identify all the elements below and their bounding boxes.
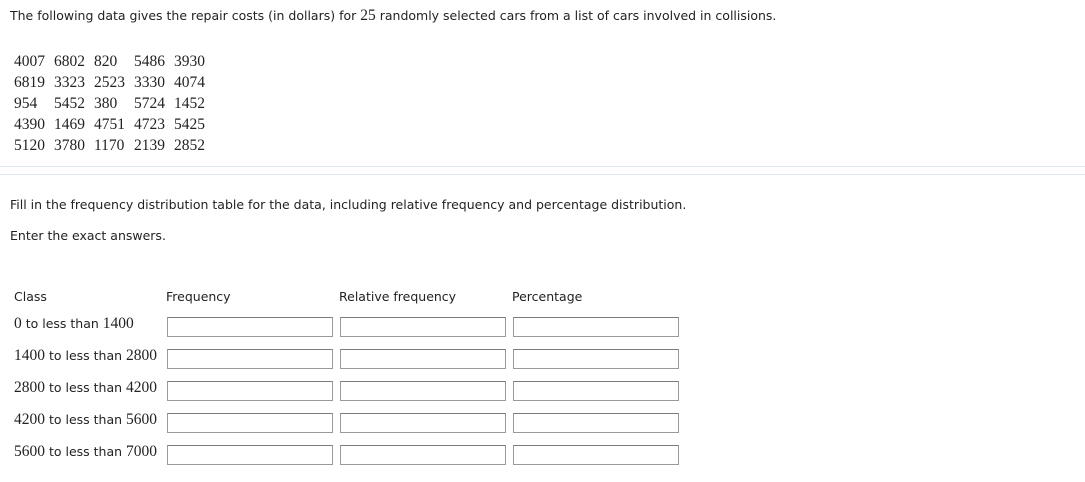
class-upper-bound: 7000 — [126, 443, 158, 460]
class-label — [14, 347, 157, 365]
class-upper-bound: 5600 — [126, 411, 158, 428]
frequency-input[interactable] — [167, 445, 333, 465]
data-value: 4723 — [134, 116, 165, 133]
class-upper-bound: 1400 — [102, 315, 134, 332]
class-lower-bound: 5600 — [14, 443, 45, 460]
section-divider — [0, 166, 1085, 167]
data-value: 4074 — [174, 74, 205, 91]
class-label — [14, 443, 157, 461]
data-value: 5486 — [134, 53, 165, 70]
problem-intro — [10, 7, 776, 25]
data-row — [14, 114, 214, 135]
repair-cost-data — [14, 51, 214, 156]
sample-size: 25 — [360, 7, 376, 24]
data-value: 380 — [94, 95, 118, 112]
percentage-input[interactable] — [513, 381, 679, 401]
data-row — [14, 93, 214, 114]
data-value: 2139 — [134, 137, 165, 154]
percentage-input[interactable] — [513, 445, 679, 465]
data-value: 4751 — [94, 116, 125, 133]
data-value: 3930 — [174, 53, 205, 70]
relative-frequency-input[interactable] — [340, 445, 506, 465]
data-value: 954 — [14, 95, 38, 112]
header-relative-frequency: Relative frequency — [339, 289, 457, 304]
relative-frequency-input[interactable] — [340, 381, 506, 401]
class-lower-bound: 0 — [14, 315, 22, 332]
relative-frequency-input[interactable] — [340, 317, 506, 337]
class-connector: to less than — [21, 316, 103, 331]
data-value: 5724 — [134, 95, 165, 112]
class-lower-bound: 1400 — [14, 347, 45, 364]
class-label — [14, 379, 157, 397]
data-value: 5425 — [174, 116, 205, 133]
percentage-input[interactable] — [513, 349, 679, 369]
data-value: 6802 — [54, 53, 85, 70]
class-upper-bound: 2800 — [126, 347, 158, 364]
class-connector: to less than — [45, 348, 127, 363]
data-value: 1170 — [94, 137, 125, 154]
frequency-input[interactable] — [167, 381, 333, 401]
data-value: 1452 — [174, 95, 205, 112]
class-label — [14, 315, 134, 333]
relative-frequency-input[interactable] — [340, 349, 506, 369]
instructions-text: Fill in the frequency distribution table for the data, including relative frequency and percentage distribution. — [10, 197, 687, 212]
data-value: 820 — [94, 53, 118, 70]
percentage-input[interactable] — [513, 413, 679, 433]
data-row — [14, 135, 214, 156]
data-value: 2523 — [94, 74, 125, 91]
relative-frequency-input[interactable] — [340, 413, 506, 433]
class-connector: to less than — [45, 380, 127, 395]
class-label — [14, 411, 157, 429]
data-value: 5120 — [14, 137, 45, 154]
data-row — [14, 72, 214, 93]
class-connector: to less than — [45, 412, 127, 427]
exact-answers-note: Enter the exact answers. — [10, 228, 166, 243]
data-value: 6819 — [14, 74, 45, 91]
section-divider — [0, 174, 1085, 175]
percentage-input[interactable] — [513, 317, 679, 337]
header-percentage: Percentage — [512, 289, 583, 304]
data-value: 4390 — [14, 116, 45, 133]
header-class: Class — [14, 289, 47, 304]
intro-text-before: The following data gives the repair costs (in dollars) for — [10, 8, 361, 23]
intro-text-after: randomly selected cars from a list of cars involved in collisions. — [375, 8, 777, 23]
class-lower-bound: 4200 — [14, 411, 45, 428]
data-row — [14, 51, 214, 72]
class-upper-bound: 4200 — [126, 379, 158, 396]
data-value: 2852 — [174, 137, 205, 154]
data-value: 5452 — [54, 95, 85, 112]
class-lower-bound: 2800 — [14, 379, 45, 396]
class-connector: to less than — [45, 444, 127, 459]
frequency-input[interactable] — [167, 413, 333, 433]
header-frequency: Frequency — [166, 289, 231, 304]
data-value: 1469 — [54, 116, 85, 133]
frequency-input[interactable] — [167, 349, 333, 369]
data-value: 3323 — [54, 74, 85, 91]
data-value: 3330 — [134, 74, 165, 91]
frequency-input[interactable] — [167, 317, 333, 337]
data-value: 3780 — [54, 137, 85, 154]
data-value: 4007 — [14, 53, 45, 70]
